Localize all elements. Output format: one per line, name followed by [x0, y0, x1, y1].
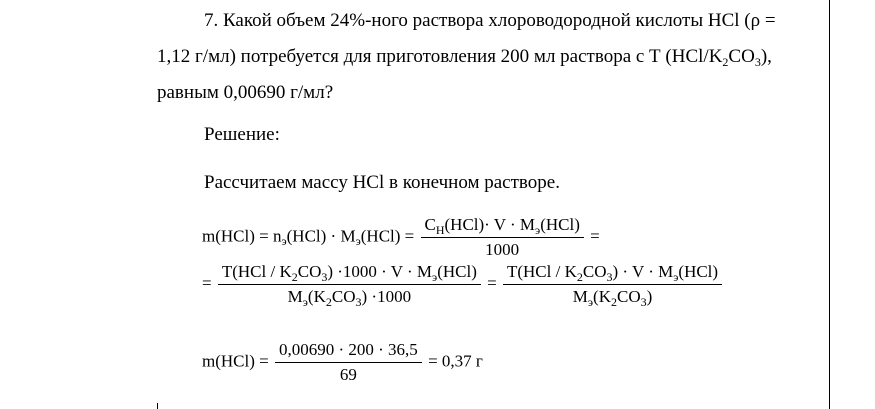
subscript: 3	[355, 295, 362, 309]
formula-text: =	[202, 273, 212, 293]
formula-text: T(HCl / K	[506, 262, 577, 281]
subscript: 2	[576, 270, 583, 284]
formula-text: (HCl)	[437, 262, 477, 281]
subscript: 3	[640, 295, 647, 309]
fraction-numerator	[503, 262, 722, 285]
subscript: э	[432, 270, 438, 284]
fraction-denominator	[218, 285, 481, 307]
formula-text: (K	[593, 287, 611, 306]
subscript: 2	[325, 295, 332, 309]
formula-mass-result	[202, 340, 483, 385]
fraction-denominator	[503, 285, 722, 307]
subscript: э	[587, 295, 594, 309]
formula-text: )	[646, 287, 653, 306]
fraction	[503, 262, 722, 307]
subscript: H	[435, 223, 445, 237]
formula-text: (HCl)	[540, 215, 580, 234]
page-border-left	[157, 403, 158, 409]
formula-text: CO	[582, 262, 607, 281]
formula-result: = 0,37 г	[428, 351, 483, 371]
formula-text: (HCl)· V · M	[444, 215, 536, 234]
formula-text: ) ·1000	[361, 287, 412, 306]
formula-mass-definition	[202, 215, 600, 260]
fraction	[421, 215, 584, 260]
formula-text: (HCl) =	[360, 226, 415, 246]
problem-line-2	[157, 46, 772, 69]
page-border-right	[829, 0, 830, 409]
solution-heading: Решение:	[204, 124, 280, 145]
subscript: 2	[610, 295, 617, 309]
formula-text: CO	[297, 262, 322, 281]
formula-text: CO	[616, 287, 641, 306]
formula-text: ) ·1000 · V · M	[327, 262, 433, 281]
subscript: 3	[321, 270, 328, 284]
problem-line-1: 7. Какой объем 24%-ного раствора хлороводородной кислоты HCl (ρ =	[204, 10, 776, 31]
problem-line-2-text: 1,12 г/мл) потребуется для приготовления 200 мл раствора с Т (HCl/K	[157, 46, 723, 67]
subscript: 3	[754, 55, 761, 69]
formula-text: m(HCl) =	[202, 351, 269, 371]
formula-text: M	[572, 287, 588, 306]
formula-text: =	[487, 273, 497, 293]
formula-text: (HCl)	[678, 262, 719, 281]
formula-text: CO	[331, 287, 356, 306]
subscript: 3	[606, 270, 613, 284]
formula-titer-expression	[202, 262, 724, 307]
fraction-denominator: 69	[339, 365, 357, 384]
formula-text: =	[590, 226, 600, 246]
solution-text: Рассчитаем массу HCl в конечном растворе.	[204, 172, 560, 193]
formula-text: (HCl) · M	[286, 226, 356, 246]
formula-text: ) · V · M	[612, 262, 674, 281]
subscript: 2	[291, 270, 298, 284]
subscript: э	[281, 234, 287, 249]
subscript: э	[355, 234, 361, 249]
formula-text: C	[424, 215, 436, 234]
subscript: э	[302, 295, 308, 309]
problem-line-3: равным 0,00690 г/мл?	[157, 82, 334, 103]
fraction	[218, 262, 481, 307]
formula-text: T(HCl / K	[221, 262, 292, 281]
fraction-denominator: 1000	[485, 240, 520, 259]
problem-line-2-text: ),	[760, 46, 772, 67]
fraction	[275, 340, 422, 385]
fraction-numerator: 0,00690 · 200 · 36,5	[275, 340, 422, 363]
problem-line-2-text: CO	[728, 46, 755, 67]
formula-text: (K	[307, 287, 326, 306]
subscript: э	[535, 223, 541, 237]
subscript: 2	[722, 55, 729, 69]
fraction-numerator	[218, 262, 481, 285]
formula-text: M	[287, 287, 303, 306]
formula-text: m(HCl) = n	[202, 226, 282, 246]
subscript: э	[673, 270, 679, 284]
fraction-numerator	[421, 215, 584, 238]
